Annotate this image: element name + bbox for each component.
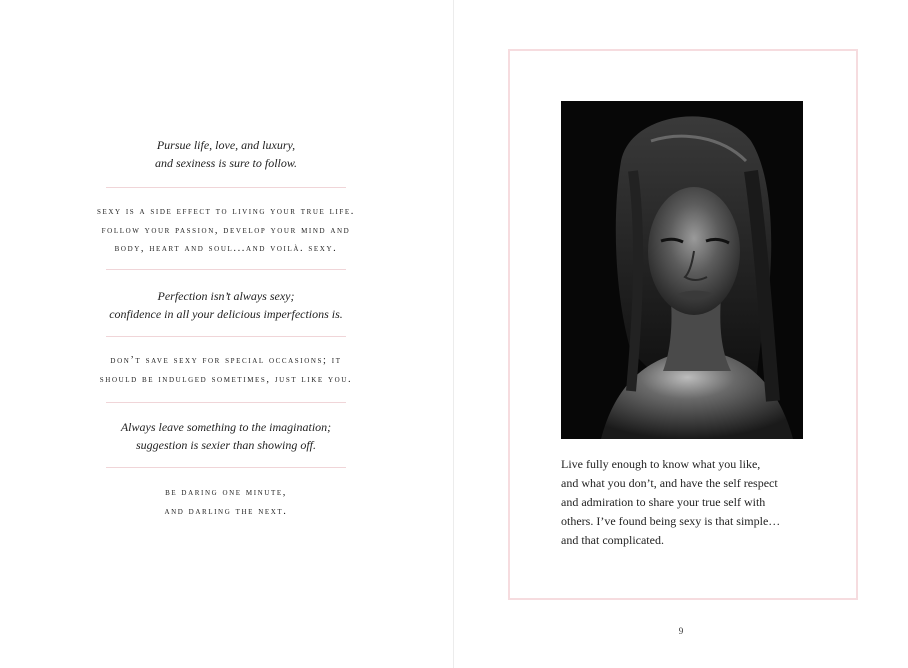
quote-line: Perfection isn’t always sexy; [157,289,295,303]
left-page [0,0,453,668]
quote-line: and darling the next. [164,505,288,517]
divider-rule [106,269,346,270]
divider-rule [106,402,346,403]
quote-3 [80,287,372,323]
divider-rule [106,467,346,468]
caption-line: and what you don’t, and have the self respect [561,476,778,490]
quote-line: body, heart and soul...and voilà. sexy. [114,243,338,254]
caption-line: Live fully enough to know what you like, [561,457,761,471]
quote-line: sexy is a side effect to living your true life. [96,206,356,217]
quote-line: should be indulged sometimes, just like you. [99,373,353,385]
portrait-illustration [561,101,803,439]
caption-line: and that complicated. [561,533,664,547]
quote-4 [80,352,372,389]
caption-line: and admiration to share your true self with [561,495,766,509]
quote-line: don’t save sexy for special occasions; it [110,355,342,366]
quote-2 [80,203,372,259]
photo-caption [561,455,811,550]
quote-5 [80,418,372,454]
right-page [454,0,908,668]
quote-6 [80,484,372,521]
quote-1 [80,136,372,172]
caption-line: others. I’ve found being sexy is that simple… [561,514,781,528]
quote-line: suggestion is sexier than showing off. [136,438,316,452]
quote-line: Pursue life, love, and luxury, [156,138,296,152]
quote-line: be daring one minute, [165,487,287,498]
quote-line: confidence in all your delicious imperfections is. [109,307,343,321]
quote-line: and sexiness is sure to follow. [155,156,297,170]
quote-line: follow your passion, develop your mind and [101,224,351,236]
page-number: 9 [678,626,684,636]
portrait-photo [561,101,803,439]
divider-rule [106,336,346,337]
quote-line: Always leave something to the imagination; [120,420,332,434]
divider-rule [106,187,346,188]
